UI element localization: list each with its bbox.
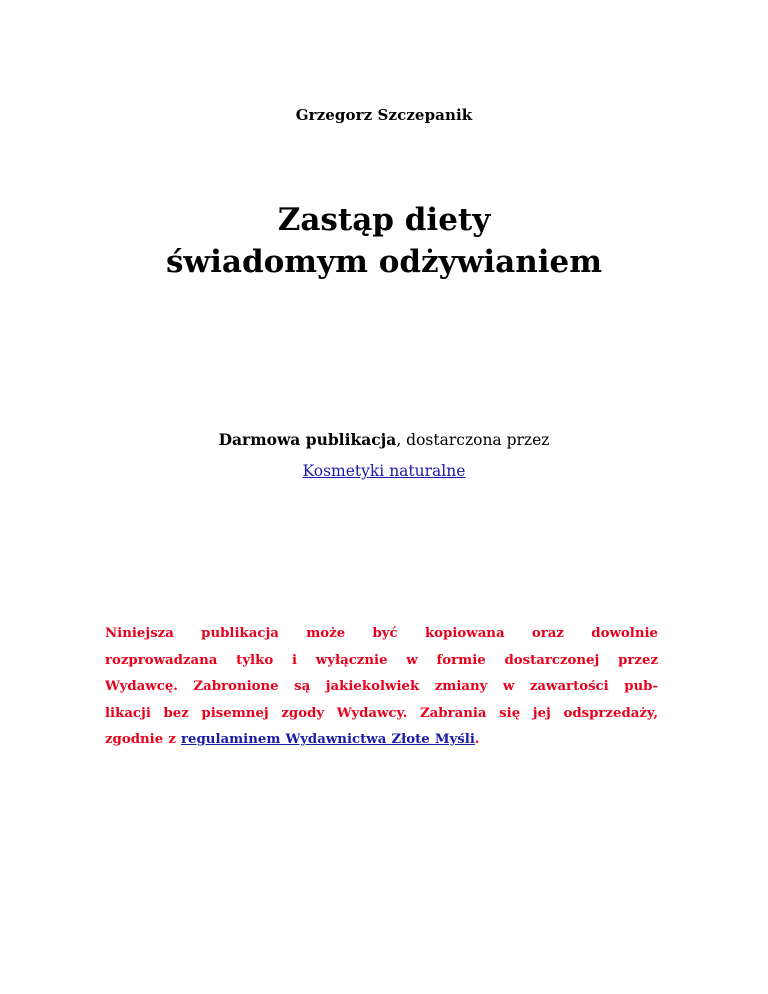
notice-line-5-suffix: . xyxy=(474,732,480,747)
book-title-line-2: świadomym odżywianiem xyxy=(165,244,603,280)
notice-body xyxy=(105,648,658,754)
notice-line-1: Niniejsza publikacja może być kopiowana oraz dowolnie xyxy=(105,626,658,641)
notice-line-2: rozprowadzana tylko i wyłącznie w formie dostarczonej przez xyxy=(105,652,658,668)
book-title xyxy=(0,199,768,283)
author-name: Grzegorz Szczepanik xyxy=(295,106,473,124)
terms-link[interactable]: regulaminem Wydawnictwa Złote Myśli xyxy=(181,732,475,747)
notice-line-5 xyxy=(105,727,658,754)
publication-label: Darmowa publikacja xyxy=(218,430,397,449)
sponsor-link-line xyxy=(0,462,768,480)
copyright-notice xyxy=(105,621,658,754)
notice-line-3: Wydawcę. Zabronione są jakiekolwiek zmiany w zawartości pub- xyxy=(105,679,658,694)
publication-provider-text: , dostarczona przez xyxy=(396,431,550,449)
notice-line-5-prefix: zgodnie z xyxy=(105,732,182,747)
sponsor-link[interactable]: Kosmetyki naturalne xyxy=(302,462,466,480)
book-title-line-1: Zastąp diety xyxy=(277,202,491,238)
publication-info xyxy=(0,430,768,449)
notice-line-4: likacji bez pisemnej zgody Wydawcy. Zabrania się jej odsprzedaży, xyxy=(105,705,658,721)
